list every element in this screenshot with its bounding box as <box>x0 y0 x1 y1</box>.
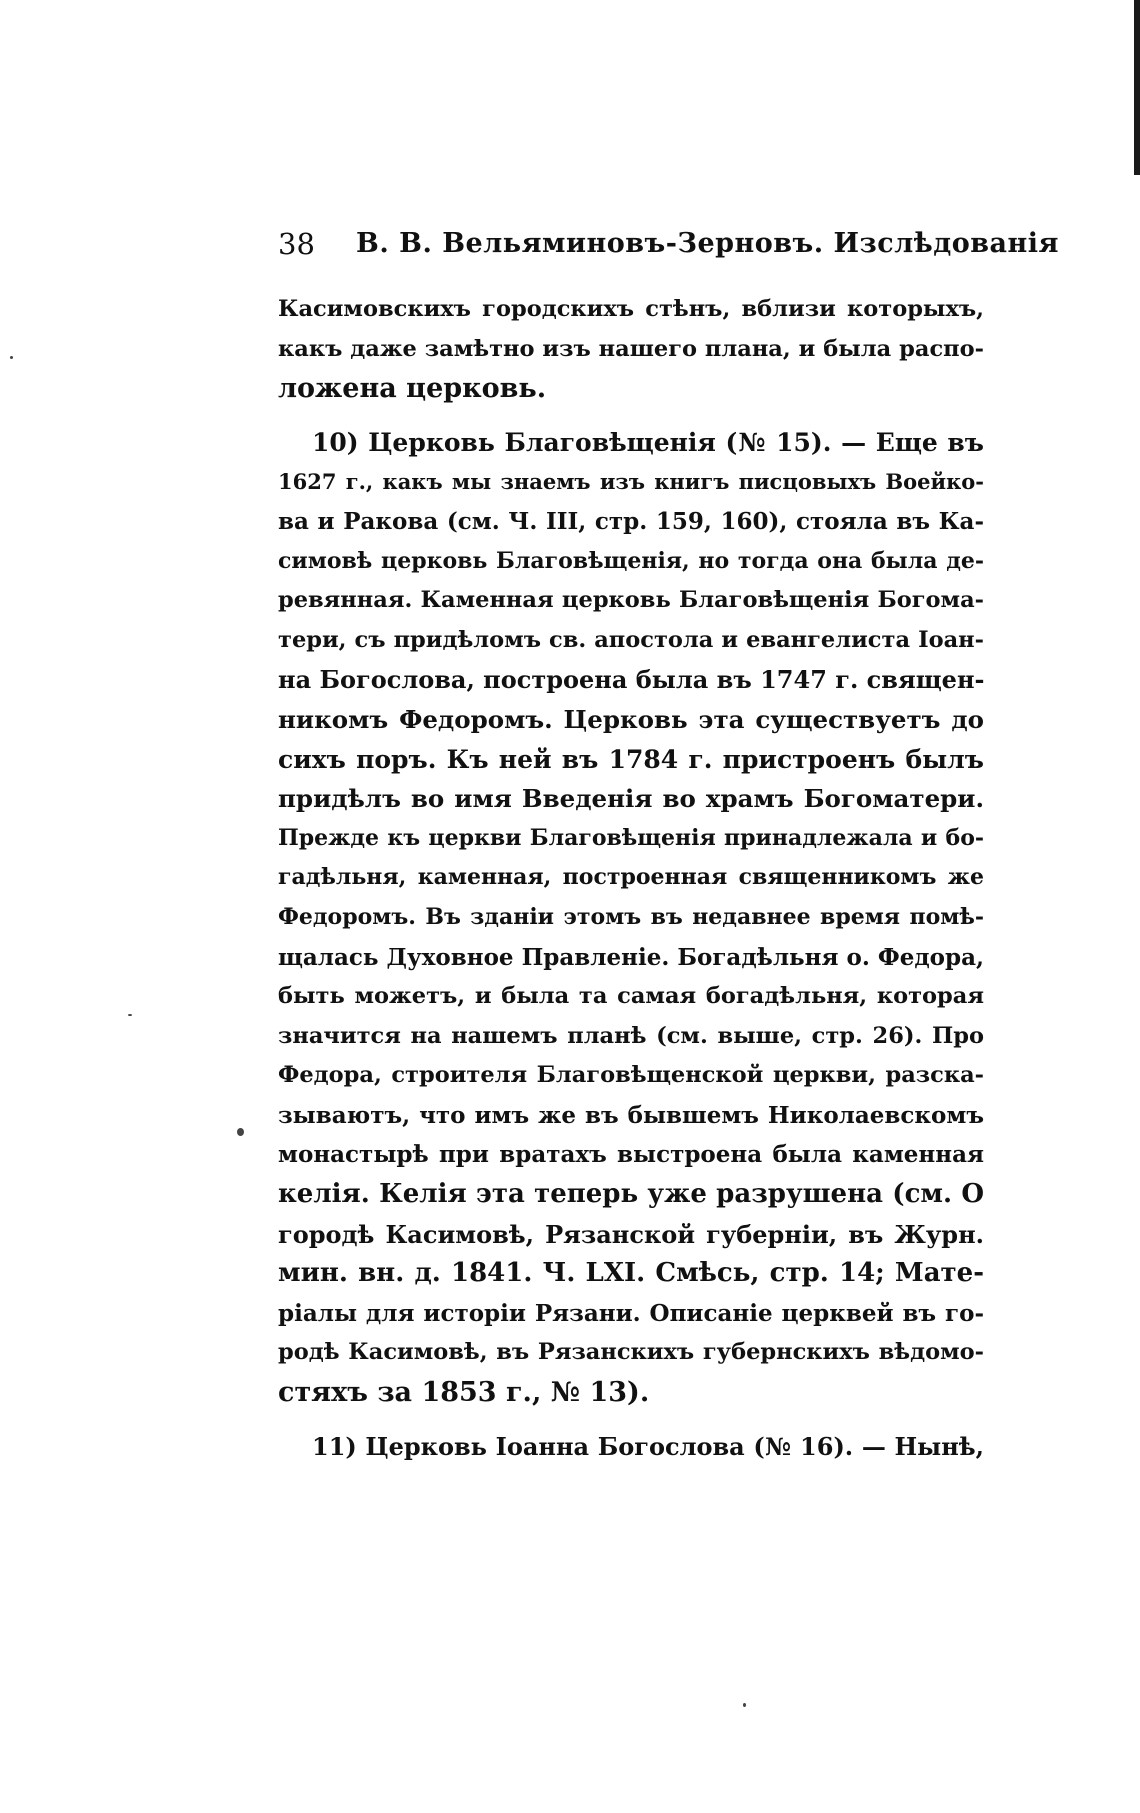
text-line: Федоромъ. Въ зданіи этомъ въ недавнее время помѣ- <box>278 903 984 930</box>
text-line: Касимовскихъ городскихъ стѣнъ, вблизи которыхъ, <box>278 296 984 322</box>
text-line: тери, съ придѣломъ св. апостола и евангелиста Іоан- <box>278 626 984 653</box>
text-line: стяхъ за 1853 г., № 13). <box>278 1377 650 1409</box>
text-line: быть можетъ, и была та самая богадѣльня, которая <box>278 983 984 1010</box>
page-header <box>278 224 1059 264</box>
text-line: на Богослова, построена была въ 1747 г. священ- <box>278 665 985 695</box>
page-number: 38 <box>278 227 315 261</box>
text-line: ріалы для исторіи Рязани. Описаніе церквей въ го- <box>278 1299 984 1327</box>
text-line: зываютъ, что имъ же въ бывшемъ Николаевскомъ <box>278 1101 984 1129</box>
text-line: монастырѣ при вратахъ выстроена была каменная <box>278 1141 984 1169</box>
text-line: никомъ Федоромъ. Церковь эта существуетъ до <box>278 704 984 734</box>
scan-speck <box>743 1703 746 1707</box>
scan-speck <box>237 1128 244 1136</box>
text-line: 10) Церковь Благовѣщенія (№ 15). — Еще въ <box>312 427 984 457</box>
body-text <box>278 290 984 1466</box>
text-line: сихъ поръ. Къ ней въ 1784 г. пристроенъ былъ <box>278 744 984 774</box>
running-title: В. В. Вельяминовъ-Зерновъ. Изслѣдованія <box>356 228 1059 259</box>
text-line: Прежде къ церкви Благовѣщенія принадлежала и бо- <box>278 824 984 851</box>
text-line: щалась Духовное Правленіе. Богадѣльня о. Федора, <box>278 943 984 971</box>
scan-speck <box>128 1014 132 1016</box>
text-line: 1627 г., какъ мы знаемъ изъ книгъ писцовыхъ Воейко- <box>278 469 984 495</box>
text-line: симовѣ церковь Благовѣщенія, но тогда она была де- <box>278 547 984 574</box>
text-line: ревянная. Каменная церковь Благовѣщенія Богома- <box>278 587 984 614</box>
text-line: городѣ Касимовѣ, Рязанской губерніи, въ Журн. <box>278 1219 984 1249</box>
scan-speck <box>10 356 13 359</box>
scan-edge-shadow <box>1134 0 1140 175</box>
text-line: придѣлъ во имя Введенія во храмъ Богоматери. <box>278 784 984 814</box>
text-line: 11) Церковь Іоанна Богослова (№ 16). — Нынѣ, <box>312 1431 984 1461</box>
text-line: ложена церковь. <box>278 373 547 405</box>
text-line: келія. Келія эта теперь уже разрушена (см. О <box>278 1179 984 1210</box>
text-line: гадѣльня, каменная, построенная священникомъ же <box>278 864 984 891</box>
text-line: какъ даже замѣтно изъ нашего плана, и была распо- <box>278 335 984 362</box>
text-line: значится на нашемъ планѣ (см. выше, стр. 26). Про <box>278 1022 984 1049</box>
text-line: мин. вн. д. 1841. Ч. LXI. Смѣсь, стр. 14; Мате- <box>278 1258 984 1289</box>
text-line: Федора, строителя Благовѣщенской церкви, разска- <box>278 1062 984 1089</box>
text-line: ва и Ракова (см. Ч. III, стр. 159, 160), стояла въ Ка- <box>278 507 984 535</box>
text-line: родѣ Касимовѣ, въ Рязанскихъ губернскихъ вѣдомо- <box>278 1339 984 1366</box>
